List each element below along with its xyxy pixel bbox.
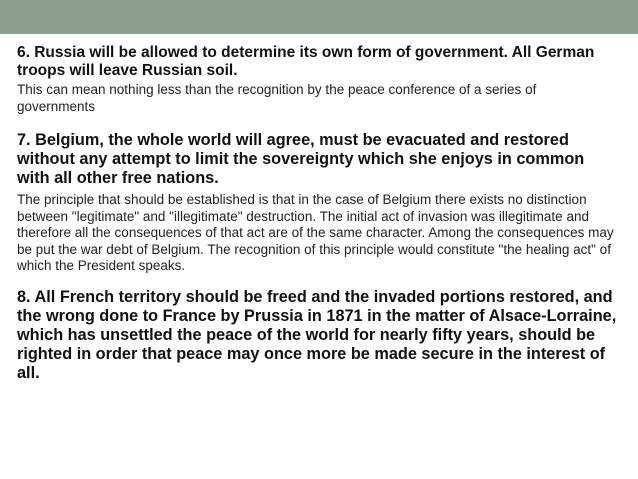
point-7-commentary: The principle that should be established is that in the case of Belgium there exists no distinction between "legitimate" and "illegitimate" destruction. The initial act of invasion was illegitimate and therefore all the consequences of that act are of the same character. Among the consequences may be put the war debt of Belgium. The recognition of this principle would constitute "the healing act" of which the President speaks. [17, 192, 614, 273]
point-7 [17, 131, 617, 275]
point-6-commentary: This can mean nothing less than the recognition by the peace conference of a series of governments [17, 82, 537, 114]
slide-content [17, 44, 617, 383]
point-6-heading: 6. Russia will be allowed to determine its own form of government. All German troops will leave Russian soil. [17, 44, 595, 79]
header-bar [0, 0, 638, 34]
point-8 [17, 288, 617, 383]
point-7-heading: 7. Belgium, the whole world will agree, must be evacuated and restored without any attempt to limit the sovereignty which she enjoys in common with all other free nations. [17, 131, 585, 187]
point-8-heading: 8. All French territory should be freed and the invaded portions restored, and the wrong done to France by Prussia in 1871 in the matter of Alsace-Lorraine, which has unsettled the peace of the world for nearly fifty years, should be righted in order that peace may once more be made secure in the interest of all. [17, 287, 617, 382]
point-6 [17, 44, 617, 115]
